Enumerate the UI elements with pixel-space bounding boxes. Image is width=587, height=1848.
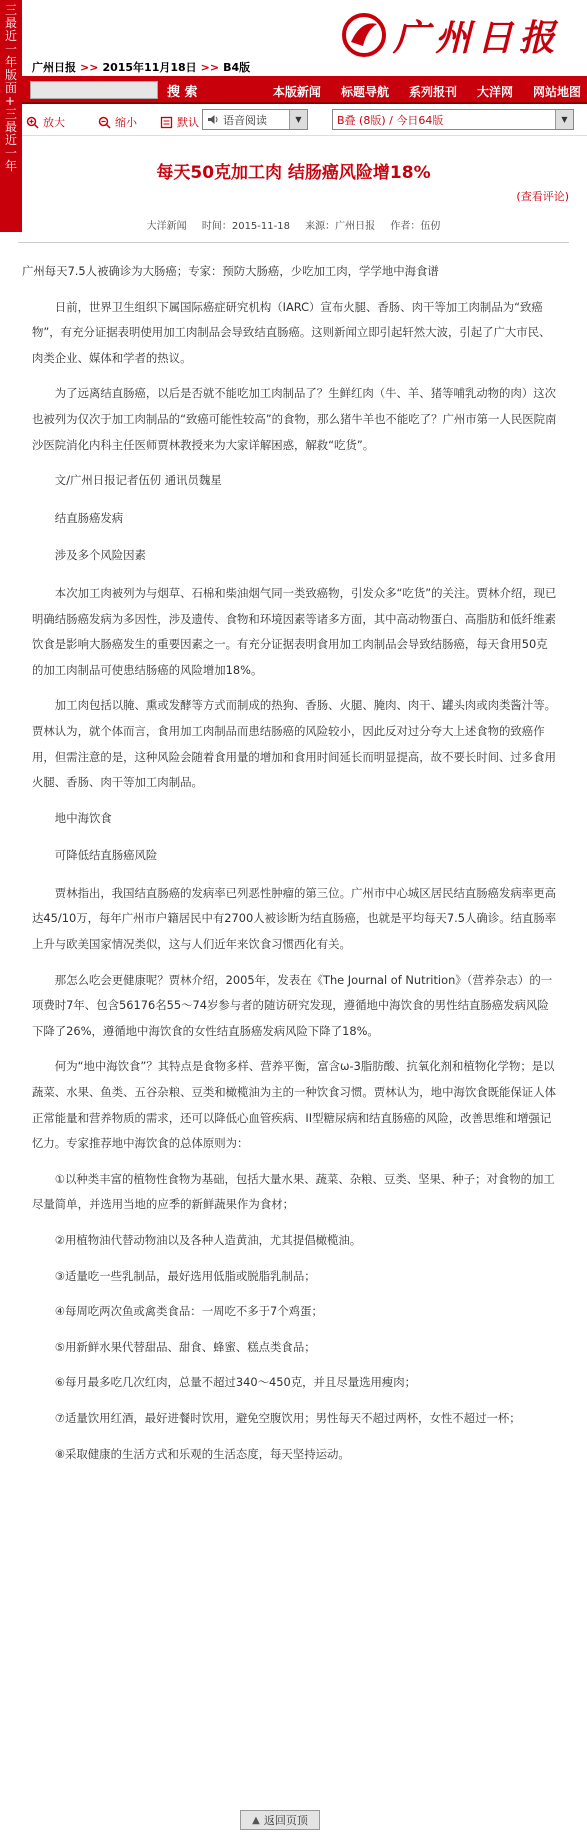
breadcrumb-separator: >> bbox=[80, 61, 99, 74]
chevron-down-icon: ▼ bbox=[289, 110, 307, 129]
page-select-value: B叠 (8版) / 今日64版 bbox=[337, 113, 444, 127]
breadcrumb-date[interactable]: 2015年11月18日 bbox=[102, 61, 197, 74]
speaker-icon bbox=[207, 113, 220, 126]
meta-source: 大洋新闻 bbox=[146, 221, 187, 232]
default-size-button[interactable] bbox=[160, 114, 199, 130]
zoom-out-label: 缩小 bbox=[115, 116, 137, 129]
default-size-label: 默认 bbox=[177, 116, 199, 129]
chevron-down-icon: ▼ bbox=[555, 110, 573, 129]
zoom-in-icon bbox=[26, 116, 39, 129]
view-comments-link[interactable]: (查看评论) bbox=[516, 190, 569, 203]
voice-reading-select[interactable] bbox=[202, 109, 308, 130]
search-button[interactable]: 搜 索 bbox=[167, 85, 198, 100]
list-item: ③适量吃一些乳制品，最好选用低脂或脱脂乳制品； bbox=[54, 1268, 316, 1283]
paragraph: 何为“地中海饮食”？其特点是食物多样、营养平衡，富含ω-3脂肪酸、抗氧化剂和植物化学物；是以蔬菜、水果、鱼类、五谷杂粮、豆类和橄榄油为主的一种饮食习惯。贾林认为，地中海饮食既能保证人体正常能量和营养物质的需求，还可以降低心血管疾病、II型糖尿病和结直肠癌的风险，改善思维和增强记忆力。专家推荐地中海饮食的总体原则为： bbox=[32, 1059, 556, 1151]
default-size-icon bbox=[160, 116, 173, 129]
masthead bbox=[22, 0, 587, 76]
list-item: ⑦适量饮用红酒，最好进餐时饮用，避免空腹饮用；男性每天不超过两杯，女性不超过一杯； bbox=[54, 1410, 521, 1425]
breadcrumb-edition[interactable]: B4版 bbox=[223, 61, 251, 74]
list-item: ⑥每月最多吃几次红肉，总量不超过340～450克，并且尽量选用瘦肉； bbox=[54, 1375, 417, 1390]
list-item: ⑧采取健康的生活方式和乐观的生活态度，每天坚持运动。 bbox=[54, 1446, 350, 1461]
paragraph: 那怎么吃会更健康呢？贾林介绍，2005年，发表在《The Journal of Nutrition》（营养杂志）的一项费时7年、包含56176名55～74岁参与者的随访研究发现，遵循地中海饮食的男性结直肠癌发病风险下降了26%，遵循地中海饮食的女性结直肠癌发病风险下降了18%。 bbox=[32, 972, 553, 1038]
article-body bbox=[0, 259, 587, 1467]
zoom-in-label: 放大 bbox=[43, 116, 65, 129]
zoom-out-button[interactable] bbox=[98, 114, 137, 130]
newspaper-logo[interactable] bbox=[341, 10, 561, 60]
article-lead: 广州每天7.5人被确诊为大肠癌；专家：预防大肠癌，少吃加工肉，学学地中海食谱 bbox=[22, 264, 439, 278]
logo-mark-icon bbox=[341, 12, 387, 58]
subheading: 涉及多个风险因素 bbox=[54, 548, 146, 563]
nav-site-map[interactable]: 网站地图 bbox=[532, 85, 581, 99]
page-select[interactable] bbox=[332, 109, 574, 130]
paragraph: 加工肉包括以腌、熏或发酵等方式而制成的热狗、香肠、火腿、腌肉、肉干、罐头肉或肉类酱汁等。贾林认为，就个体而言，食用加工肉制品而患结肠癌的风险较小，因此反对过分夸大上述食物的致癌作用，但需注意的是，这种风险会随着食用量的增加和食用时间延长而明显提高，故不要长时间、过多食用火腿、香肠、肉干等加工肉制品。 bbox=[32, 698, 556, 790]
paragraph: 贾林指出，我国结直肠癌的发病率已列恶性肿瘤的第三位。广州市中心城区居民结直肠癌发病率更高达45/10万，每年广州市户籍居民中有2700人被诊断为结直肠癌，也就是平均每天7.5人确诊。结直肠率上升与欧美国家情况类似，这与人们近年来饮食习惯西化有关。 bbox=[32, 885, 557, 952]
list-item: ④每周吃两次鱼或禽类食品：一周吃不多于7个鸡蛋； bbox=[54, 1304, 323, 1319]
back-to-top-button[interactable] bbox=[240, 1810, 320, 1830]
breadcrumb-paper[interactable]: 广州日报 bbox=[32, 61, 76, 74]
article-meta bbox=[0, 217, 587, 232]
nav-headline-navigation[interactable]: 标题导航 bbox=[340, 85, 389, 99]
meta-time: 时间：2015-11-18 bbox=[201, 221, 290, 232]
search-input[interactable] bbox=[30, 81, 158, 99]
back-to-top-label: 返回页顶 bbox=[263, 1814, 308, 1827]
paragraph: 日前，世界卫生组织下属国际癌症研究机构（IARC）宣布火腿、香肠、肉干等加工肉制品为“致癌物”，有充分证据表明使用加工肉制品会导致结直肠癌。这则新闻立即引起轩然大波，引起了广大市民、肉类企业、媒体和学者的热议。 bbox=[32, 299, 551, 365]
reading-toolbar bbox=[22, 106, 587, 136]
list-item: ①以种类丰富的植物性食物为基础，包括大量水果、蔬菜、杂粮、豆类、坚果、种子；对食物的加工尽量简单，并选用当地的应季的新鲜蔬果作为食材； bbox=[32, 1171, 555, 1212]
nav-series-publications[interactable]: 系列报刊 bbox=[408, 85, 457, 99]
subheading: 地中海饮食 bbox=[54, 810, 112, 825]
paragraph: 为了远离结直肠癌，以后是否就不能吃加工肉制品了？生鲜红肉（牛、羊、猪等哺乳动物的肉）这次也被列为仅次于加工肉制品的“致癌可能性较高”的食物，那么猪牛羊也不能吃了？广州市第一人民医院南沙医院消化内科主任医师贾林教授来为大家详解困惑，解救“吃货”。 bbox=[32, 386, 557, 452]
meta-author: 作者：伍仞 bbox=[390, 221, 441, 232]
nav-page-news[interactable]: 本版新闻 bbox=[272, 85, 321, 99]
paragraph: 本次加工肉被列为与烟草、石棉和柴油烟气同一类致癌物，引发众多“吃货”的关注。贾林介绍，现已明确结肠癌发病为多因性，涉及遗传、食物和环境因素等诸多方面，其中高动物蛋白、高脂肪和低纤维素饮食是影响大肠癌发生的重要因素之一。有充分证据表明食用加工肉制品会导致结肠癌，每天食用50克的加工肉制品可使患结肠癌的风险增加18%。 bbox=[32, 585, 557, 677]
breadcrumb bbox=[32, 59, 250, 75]
divider bbox=[18, 242, 569, 243]
breadcrumb-separator: >> bbox=[200, 61, 220, 74]
zoom-in-button[interactable] bbox=[26, 114, 65, 130]
zoom-out-icon bbox=[98, 116, 111, 129]
list-item: ②用植物油代替动物油以及各种人造黄油，尤其提倡橄榄油。 bbox=[54, 1233, 362, 1247]
article-title: 每天50克加工肉 结肠癌风险增18% bbox=[156, 163, 431, 183]
nav-dayoo[interactable]: 大洋网 bbox=[476, 85, 513, 99]
up-arrow-icon: ▲ bbox=[252, 1814, 260, 1826]
list-item: ⑤用新鲜水果代替甜品、甜食、蜂蜜、糕点类食品； bbox=[54, 1339, 316, 1354]
logo-text: 广州日报 bbox=[392, 16, 561, 59]
left-strip-text: 三 最 近 一 年 版 面 + 三 最 近 一 年 bbox=[5, 3, 18, 173]
byline: 文/广州日报记者伍仞 通讯员魏星 bbox=[54, 473, 222, 488]
subheading: 结直肠癌发病 bbox=[54, 510, 124, 525]
top-nav bbox=[253, 83, 581, 100]
subheading: 可降低结直肠癌风险 bbox=[54, 848, 158, 863]
article bbox=[0, 136, 587, 1477]
top-nav-bar bbox=[22, 76, 587, 104]
meta-from: 来源：广州日报 bbox=[305, 221, 376, 232]
voice-reading-label: 语音阅读 bbox=[223, 113, 267, 127]
